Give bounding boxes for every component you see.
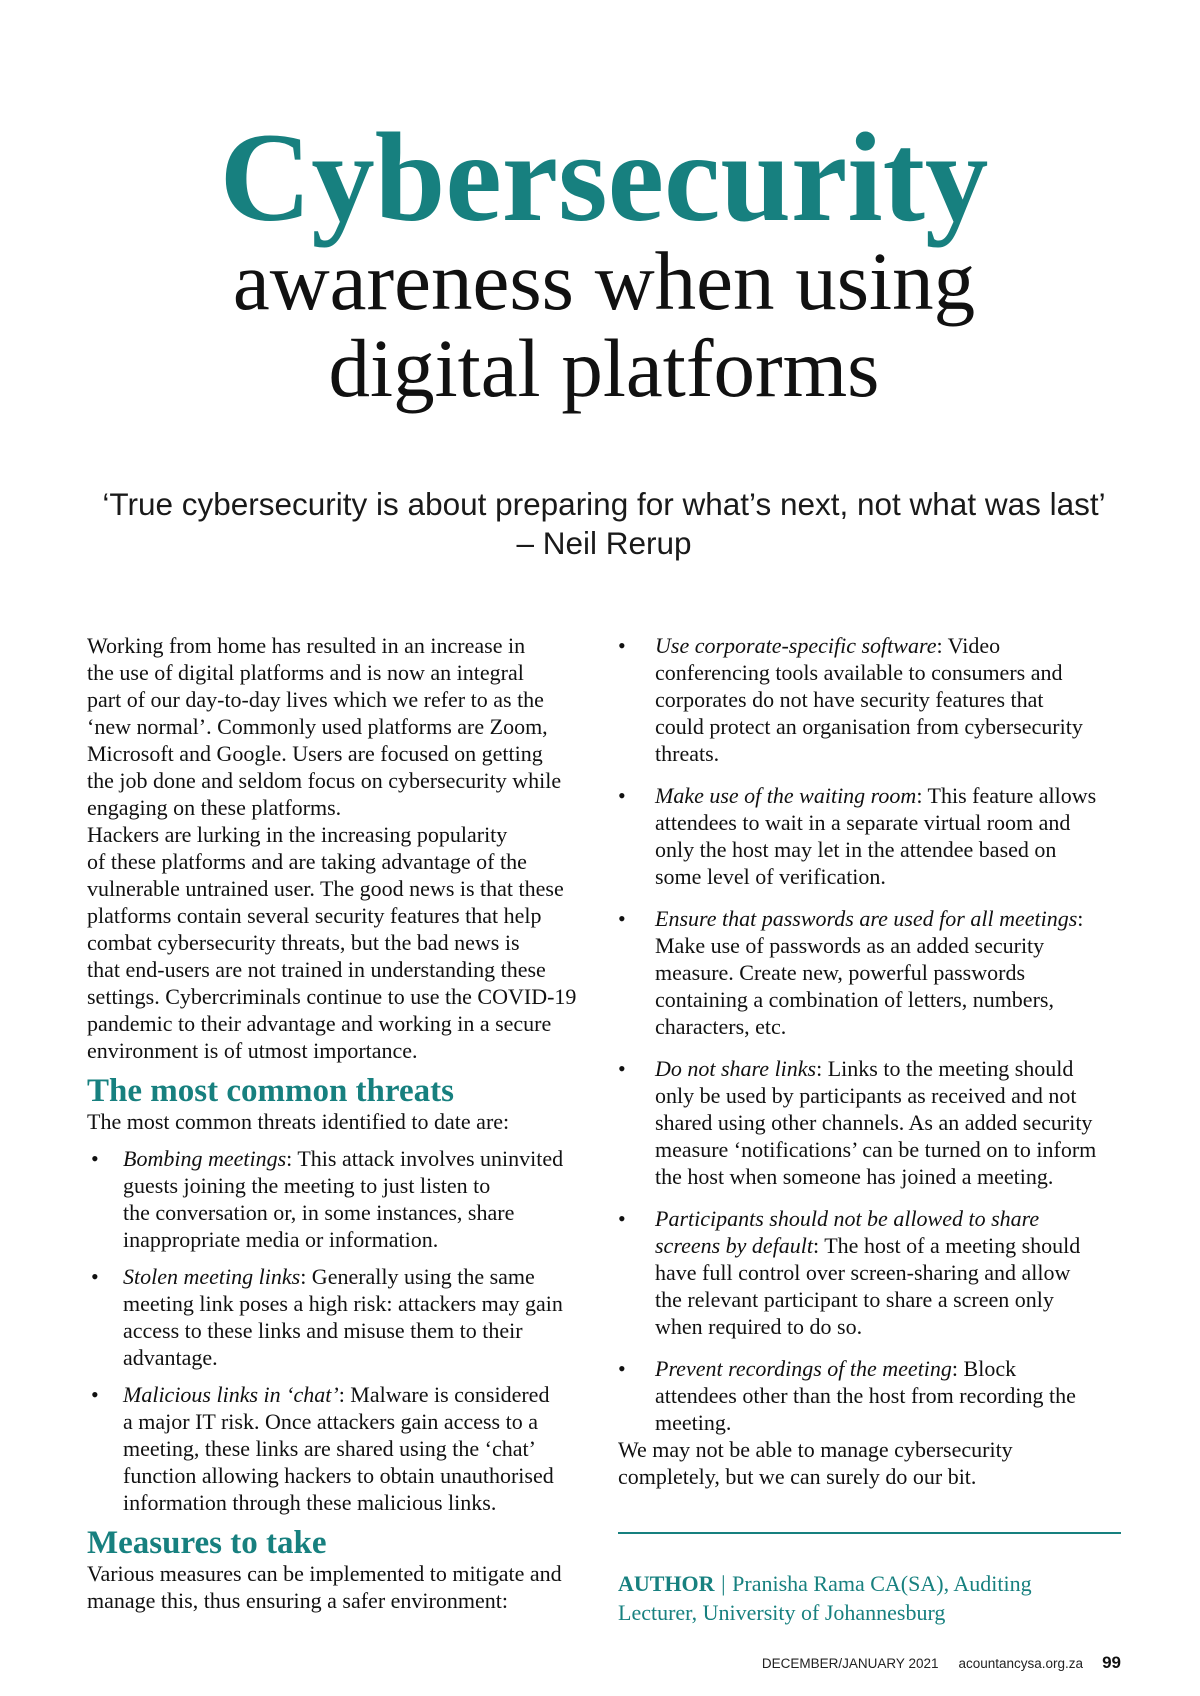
- article-subtitle: awareness when using digital platforms: [232, 235, 976, 414]
- body-paragraph-intro: Working from home has resulted in an increase in the use of digital platforms and is now an integral part of our day-to-day lives which we refer to as the ‘new normal’. Commonly used platforms are Zoom, Microsoft and Google. Users are focused on getting the job done and seldom focus on cybersecurity while engaging on these platforms.: [87, 633, 562, 820]
- bullet-text: : Video conferencing tools available to consumers and corporates do not have security features that could protect an organisation from cybersecurity threats.: [655, 633, 1083, 766]
- threat-item-malicious-links: [87, 1381, 607, 1516]
- body-paragraph-hackers: Hackers are lurking in the increasing popularity of these platforms and are taking advantage of the vulnerable untrained user. The good news is that these platforms contain several security features that help combat cybersecurity threats, but the bad news is that end-users are not trained in understanding these settings. Cybercriminals continue to use the COVID-19 pandemic to their advantage and working in a secure environment is of utmost importance.: [87, 822, 577, 1063]
- measure-item-corporate-software: [618, 632, 1130, 767]
- author-details: Pranisha Rama CA(SA), Auditing Lecturer, University of Johannesburg: [618, 1571, 1032, 1625]
- pull-quote: [60, 485, 1148, 563]
- website: acountancysa.org.za: [958, 1656, 1084, 1671]
- author-divider: [618, 1532, 1121, 1534]
- bullet-text: : This attack involves uninvited guests joining the meeting to just listen to the conversation or, in some instances, share inappropriate media or information.: [123, 1146, 564, 1252]
- bullet-term: Do not share links: [655, 1056, 817, 1081]
- author-credit: [618, 1569, 1130, 1627]
- section-heading-threats: The most common threats: [87, 1073, 454, 1109]
- bullet-text: : The host of a meeting should have full control over screen-sharing and allow the relevant participant to share a screen only when required to do so.: [655, 1233, 1081, 1339]
- bullet-term: Prevent recordings of the meeting: [655, 1356, 952, 1381]
- article-title: Cybersecurity: [219, 108, 989, 248]
- bullet-term: Stolen meeting links: [123, 1264, 301, 1289]
- measures-intro: Various measures can be implemented to mitigate and manage this, thus ensuring a safer environment:: [87, 1561, 562, 1613]
- bullet-term: Bombing meetings: [123, 1146, 287, 1171]
- right-column: [618, 632, 1130, 1490]
- bullet-text: : Generally using the same meeting link poses a high risk: attackers may gain access to these links and misuse them to their advantage.: [123, 1264, 563, 1370]
- quote-attribution: – Neil Rerup: [516, 525, 692, 561]
- measure-item-share-links: [618, 1055, 1130, 1190]
- bullet-text: : Block attendees other than the host from recording the meeting.: [655, 1356, 1076, 1435]
- bullet-text: : This feature allows attendees to wait in a separate virtual room and only the host may let in the attendee based on some level of verification.: [655, 783, 1097, 889]
- bullet-term: Make use of the waiting room: [655, 783, 917, 808]
- left-column: [87, 632, 607, 1614]
- quote-text: ‘True cybersecurity is about preparing for what’s next, not what was last’: [102, 486, 1106, 522]
- page-number: 99: [1102, 1653, 1121, 1672]
- closing-paragraph: We may not be able to manage cybersecurity completely, but we can surely do our bit.: [618, 1437, 1013, 1489]
- bullet-text: : Malware is considered a major IT risk. Once attackers gain access to a meeting, these links are shared using the ‘chat’ function allowing hackers to obtain unauthorised information through these malicious links.: [123, 1382, 554, 1515]
- author-label: AUTHOR: [618, 1571, 715, 1596]
- threats-intro: The most common threats identified to date are:: [87, 1109, 510, 1134]
- threat-item-bombing: [87, 1145, 607, 1253]
- bullet-text: : Links to the meeting should only be used by participants as received and not shared using other channels. As an added security measure ‘notifications’ can be turned on to inform the host when someone has joined a meeting.: [655, 1056, 1097, 1189]
- section-heading-measures: Measures to take: [87, 1525, 327, 1561]
- bullet-term: Participants should not be allowed to share screens by default: [655, 1206, 1040, 1258]
- page-footer: [762, 1653, 1121, 1674]
- bullet-term: Ensure that passwords are used for all meetings: [655, 906, 1078, 931]
- issue-date: DECEMBER/JANUARY 2021: [761, 1656, 939, 1671]
- measure-item-passwords: [618, 905, 1130, 1040]
- threat-item-stolen-links: [87, 1263, 607, 1371]
- bullet-term: Malicious links in ‘chat’: [123, 1382, 339, 1407]
- measure-item-waiting-room: [618, 782, 1130, 890]
- measure-item-recordings: [618, 1355, 1130, 1436]
- bullet-text: : Make use of passwords as an added security measure. Create new, powerful passwords containing a combination of letters, numbers, characters, etc.: [655, 906, 1084, 1039]
- author-separator: |: [721, 1571, 726, 1596]
- measure-item-screen-sharing: [618, 1205, 1130, 1340]
- bullet-term: Use corporate-specific software: [655, 633, 937, 658]
